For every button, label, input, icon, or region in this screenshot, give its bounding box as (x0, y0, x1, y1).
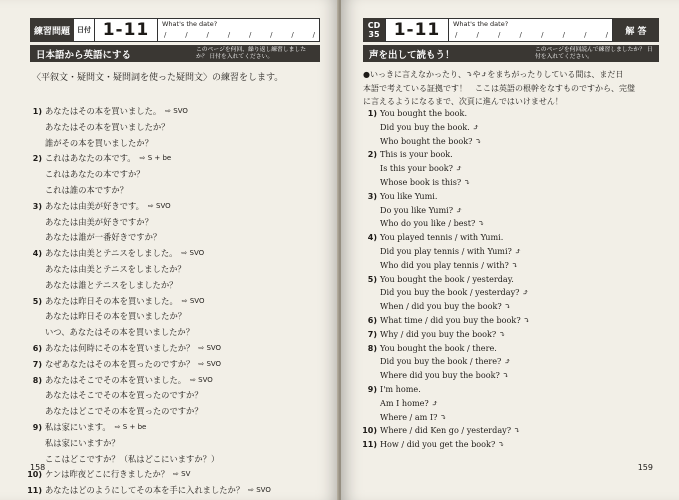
date-slot: / (270, 31, 273, 39)
sentence-pattern-hint: ⇨ SVO (190, 375, 213, 384)
page-number: 158 (30, 463, 46, 472)
list-item (361, 411, 530, 425)
page-number: 159 (637, 463, 653, 472)
answer-list (361, 107, 530, 452)
list-item (26, 104, 271, 120)
left-page (0, 0, 339, 500)
item-text: You bought the book. (380, 108, 468, 118)
item-text: You bought the book / yesterday. (380, 273, 514, 284)
list-item (26, 151, 271, 167)
list-item (361, 300, 530, 314)
item-number: 4) (32, 249, 42, 259)
list-item (361, 383, 530, 397)
list-item (26, 388, 271, 404)
item-number: 8) (367, 343, 377, 353)
item-number: 10) (27, 470, 42, 480)
exercise-list (26, 104, 271, 499)
left-header (30, 18, 320, 42)
sentence-pattern-hint: ⇨ SV (173, 470, 191, 479)
item-text: あなたはその本を買いました。 (45, 106, 162, 116)
answer-tag: 解 答 (613, 18, 659, 42)
item-text: いつ、あなたはその本を買いましたか？ (45, 327, 195, 338)
cd-label: CD (367, 21, 381, 30)
sentence-pattern-hint: ⇨ SVO (181, 249, 205, 258)
item-text: これは誰の本ですか？ (45, 184, 128, 195)
list-item (361, 204, 530, 218)
item-text: Who bought the book? ⤵ (380, 135, 482, 146)
item-text: 誰がその本を買いましたか？ (45, 137, 153, 148)
item-text: あなたは由美とテニスをしました。 (45, 248, 178, 259)
cd-track-number: 35 (368, 30, 380, 39)
exercise-tag: 練習問題 (30, 18, 74, 42)
item-text: なぜあなたはその本を買ったのですか？ (45, 358, 195, 369)
item-text: 私は家にいます。 (45, 421, 111, 432)
list-item (26, 404, 271, 420)
item-text: あなたは由美が好きです。 (45, 200, 144, 211)
list-item (26, 215, 271, 231)
item-text: You bought the book / there. (380, 342, 497, 353)
date-slot: / (206, 31, 209, 39)
date-slot: / (476, 31, 479, 39)
date-box (449, 18, 613, 42)
item-number: 9) (367, 384, 377, 394)
list-item (361, 162, 530, 176)
sentence-pattern-hint: ⇨ SVO (147, 201, 171, 210)
item-text: This is your book. (380, 149, 453, 160)
item-text: あなたは誰とテニスをしましたか？ (45, 279, 178, 290)
item-text: Did you buy the book / there? ⤴ (380, 356, 511, 367)
list-item (361, 259, 530, 273)
list-item (361, 314, 530, 328)
item-number: 1) (32, 107, 42, 116)
item-text: あなたはその本を買いましたか？ (45, 121, 170, 132)
list-item (361, 438, 530, 452)
intro-line: に言えるようになるまで、次頁に進んではいけません！ (363, 97, 563, 106)
item-text: あなたは昨日その本を買いましたか？ (45, 311, 187, 322)
sentence-pattern-hint: ⇨ SVO (181, 296, 205, 305)
item-text: これはあなたの本ですか？ (45, 169, 145, 180)
list-item (361, 148, 530, 162)
sentence-pattern-hint: ⇨ SVO (198, 359, 222, 368)
item-text: あなたはそこでその本を買ったのですか？ (45, 390, 203, 401)
item-number: 5) (367, 274, 377, 284)
item-number: 1) (367, 109, 377, 118)
date-slot: / (498, 31, 501, 39)
item-text: 私は家にいますか？ (45, 437, 120, 448)
right-header (363, 18, 659, 42)
list-item (361, 121, 530, 135)
sentence-pattern-hint: ⇨ S + be (114, 422, 147, 431)
item-text: Did you buy the book / yesterday? ⤴ (380, 287, 529, 298)
item-text: When / did you buy the book? ⤵ (380, 301, 512, 312)
item-text: Do you like Yumi? ⤴ (380, 204, 463, 215)
date-slot: / (164, 31, 167, 39)
item-number: 3) (32, 201, 42, 211)
item-text: あなたはどのようにしてその本を手に入れましたか？ (45, 485, 245, 496)
date-question: What's the date? (453, 20, 509, 28)
list-item (361, 369, 530, 383)
date-slot: / (519, 31, 522, 39)
item-number: 2) (367, 150, 377, 160)
item-text: これはあなたの本です。 (45, 153, 136, 164)
item-text: What time / did you buy the book? ⤵ (380, 314, 531, 325)
list-item (361, 190, 530, 204)
lesson-number: 1-11 (95, 18, 158, 42)
section-title: 声を出して読もう！ (369, 49, 455, 61)
date-question: What's the date? (162, 20, 218, 28)
list-item (26, 452, 271, 468)
item-text: Why / did you buy the book? ⤵ (380, 328, 506, 339)
item-number: 9) (32, 422, 42, 432)
item-text: あなたは誰が一番好きですか？ (45, 232, 162, 243)
date-slot: / (312, 31, 315, 39)
date-slot: / (584, 31, 587, 39)
section-title: 日本語から英語にする (36, 49, 132, 61)
item-text: Who did you play tennis / with? ⤵ (380, 259, 519, 270)
item-number: 8) (32, 375, 42, 385)
item-number: 4) (367, 233, 377, 243)
list-item (361, 231, 530, 245)
list-item (26, 120, 271, 136)
list-item (26, 183, 271, 199)
intro-line: ●いっきに言えなかったり、⤵や⤴をまちがったりしている間は、まだ日 (363, 70, 624, 79)
date-slot: / (227, 31, 231, 39)
item-text: Where / am I? ⤵ (380, 411, 447, 422)
item-number: 7) (32, 359, 42, 369)
list-item (26, 246, 271, 262)
section-note: このページを何回読んで練習しましたか？ 日付を入れてください。 (535, 46, 653, 60)
item-text: You played tennis / with Yumi. (380, 232, 504, 243)
list-item (26, 373, 271, 389)
list-item (361, 245, 530, 259)
date-box (158, 18, 320, 42)
item-number: 11) (27, 486, 42, 496)
list-item (26, 167, 271, 183)
intro-text (363, 68, 635, 109)
list-item (361, 217, 530, 231)
sentence-pattern-hint: ⇨ S + be (139, 154, 172, 163)
list-item (361, 176, 530, 190)
list-item (361, 286, 530, 300)
list-item (361, 107, 530, 121)
item-number: 5) (32, 296, 42, 306)
list-item (26, 278, 271, 294)
date-slots (455, 31, 608, 39)
list-item (26, 199, 271, 215)
item-text: ケンは昨夜どこに行きましたか？ (45, 469, 170, 480)
list-item (361, 355, 530, 369)
item-text: Where did you buy the book? ⤵ (380, 370, 510, 381)
date-slot: / (455, 31, 458, 39)
list-item (361, 397, 530, 411)
date-label: 日付 (74, 18, 95, 42)
section-bar (363, 45, 659, 62)
item-text: ここはどこですか？（私はどこにいますか？） (45, 453, 220, 464)
date-slot: / (541, 31, 544, 39)
list-item (26, 436, 271, 452)
date-slot: / (248, 31, 252, 39)
date-slot: / (562, 31, 565, 39)
list-item (26, 341, 271, 357)
item-number: 10) (362, 426, 377, 436)
list-item (26, 309, 271, 325)
list-item (26, 483, 271, 499)
list-item (26, 357, 271, 373)
item-text: Whose book is this? ⤵ (380, 176, 471, 187)
section-note: このページを何回、繰り返し練習しましたか？ 日付を入れてください。 (196, 46, 307, 60)
item-text: あなたはどこでその本を買ったのですか？ (45, 406, 203, 417)
item-number: 7) (367, 329, 377, 339)
date-slots (164, 31, 315, 39)
list-item (26, 262, 271, 278)
list-item (26, 294, 271, 310)
cd-track-tag (363, 18, 385, 42)
list-item (26, 325, 271, 341)
item-text: あなたはそこでその本を買いました。 (45, 374, 187, 385)
item-text: あなたは由美が好きですか？ (45, 216, 153, 227)
item-text: あなたは由美とテニスをしましたか？ (45, 263, 186, 274)
item-number: 6) (32, 343, 42, 353)
item-text: あなたは昨日その本を買いました。 (45, 295, 178, 306)
date-slot: / (185, 31, 188, 39)
sentence-pattern-hint: ⇨ SVO (248, 486, 271, 495)
item-text: Is this your book? ⤴ (380, 163, 463, 174)
list-item (26, 420, 271, 436)
item-text: I'm home. (380, 383, 421, 394)
item-number: 2) (32, 154, 42, 164)
list-item (361, 135, 530, 149)
right-page (341, 0, 679, 500)
intro-line: 本語で考えている証拠です！ ここは英語の根幹をなすものですから、完璧 (363, 83, 635, 93)
date-slot: / (605, 31, 608, 39)
item-text: How / did you get the book? ⤵ (380, 439, 505, 450)
intro-text: 〈平叙文・疑問文・疑問詞を使った疑問文〉の練習をします。 (32, 73, 284, 83)
list-item (361, 424, 530, 438)
item-text: Did you play tennis / with Yumi? ⤴ (380, 245, 522, 256)
list-item (26, 467, 271, 483)
item-text: Am I home? ⤴ (380, 397, 439, 408)
list-item (26, 230, 271, 246)
sentence-pattern-hint: ⇨ SVO (165, 107, 188, 115)
sentence-pattern-hint: ⇨ SVO (198, 343, 222, 352)
list-item (26, 136, 271, 152)
list-item (361, 328, 530, 342)
item-text: Where / did Ken go / yesterday? ⤵ (380, 425, 521, 436)
list-item (361, 273, 530, 287)
section-bar (30, 45, 320, 62)
item-text: Who do you like / best? ⤵ (380, 218, 485, 229)
list-item (361, 342, 530, 356)
item-number: 11) (362, 440, 377, 450)
lesson-number: 1-11 (385, 18, 449, 42)
item-text: You like Yumi. (380, 190, 438, 201)
item-text: あなたは何時にその本を買いましたか？ (45, 342, 195, 353)
item-text: Did you buy the book. ⤴ (380, 121, 480, 132)
date-slot: / (291, 31, 294, 39)
item-number: 3) (367, 191, 377, 201)
item-number: 6) (367, 315, 377, 325)
